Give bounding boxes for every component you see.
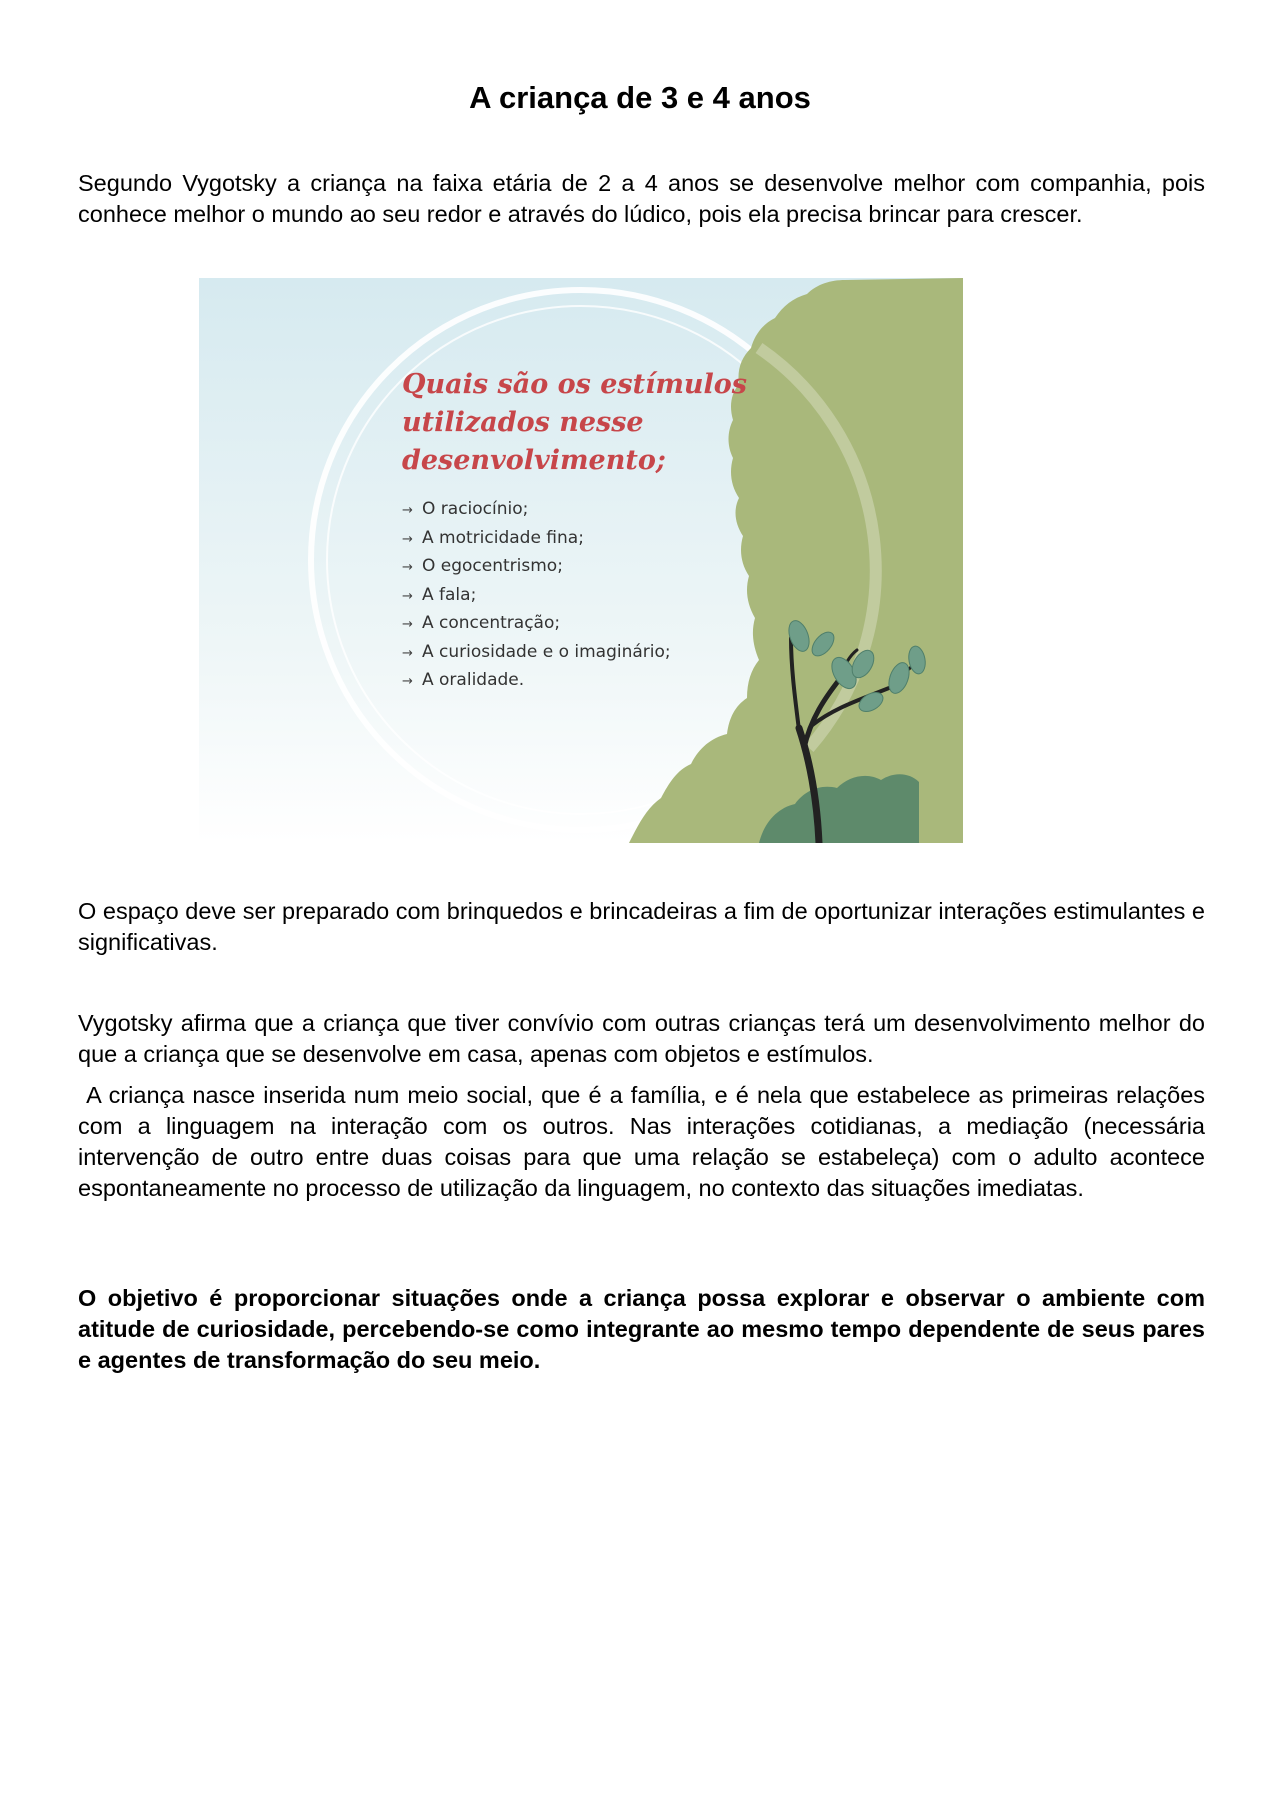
slide-heading: Quais são os estímulos utilizados nesse desenvolvimento;: [402, 369, 747, 476]
slide-text-layer: [199, 278, 963, 843]
list-item: → A concentração;: [402, 610, 671, 639]
arrow-icon: →: [402, 645, 413, 661]
arrow-icon: →: [402, 503, 413, 518]
stimuli-slide-image: [199, 278, 963, 843]
document-title: A criança de 3 e 4 anos: [469, 80, 811, 115]
list-item: → A curiosidade e o imaginário;: [402, 639, 671, 668]
list-item: → O raciocínio;: [402, 496, 671, 525]
arrow-icon: →: [402, 674, 413, 689]
arrow-icon: →: [402, 560, 413, 575]
paragraph-social: A criança nasce inserida num meio social, que é a família, e é nela que estabelece as primeiras relações com a linguagem na interação com os outros. Nas interações cotidianas, a mediação (necessária intervenção de outro entre duas coisas para que uma relação se estabeleça) com o adulto acontece espontaneamente no processo de utilização da linguagem, no contexto das situações imediatas.: [78, 1082, 1212, 1201]
list-item: → A oralidade.: [402, 667, 671, 696]
paragraph-vygotsky: Vygotsky afirma que a criança que tiver convívio com outras crianças terá um desenvolvimento melhor do que a criança que se desenvolve em casa, apenas com objetos e estímulos.: [78, 1010, 1205, 1067]
paragraph-intro: Segundo Vygotsky a criança na faixa etária de 2 a 4 anos se desenvolve melhor com companhia, pois conhece melhor o mundo ao seu redor e através do lúdico, pois ela precisa brincar para crescer.: [78, 170, 1205, 227]
list-item: → A motricidade fina;: [402, 525, 671, 554]
stimuli-list: [402, 496, 671, 696]
arrow-icon: →: [402, 531, 413, 547]
arrow-icon: →: [402, 617, 413, 632]
list-item: → A fala;: [402, 582, 671, 611]
paragraph-space: O espaço deve ser preparado com brinquedos e brincadeiras a fim de oportunizar interações estimulantes e significativas.: [78, 898, 1205, 955]
paragraph-objective: O objetivo é proporcionar situações onde a criança possa explorar e observar o ambiente com atitude de curiosidade, percebendo-se como integrante ao mesmo tempo dependente de seus pares e agentes de transformação do seu meio.: [78, 1285, 1205, 1373]
list-item: → O egocentrismo;: [402, 553, 671, 582]
arrow-icon: →: [402, 588, 413, 604]
